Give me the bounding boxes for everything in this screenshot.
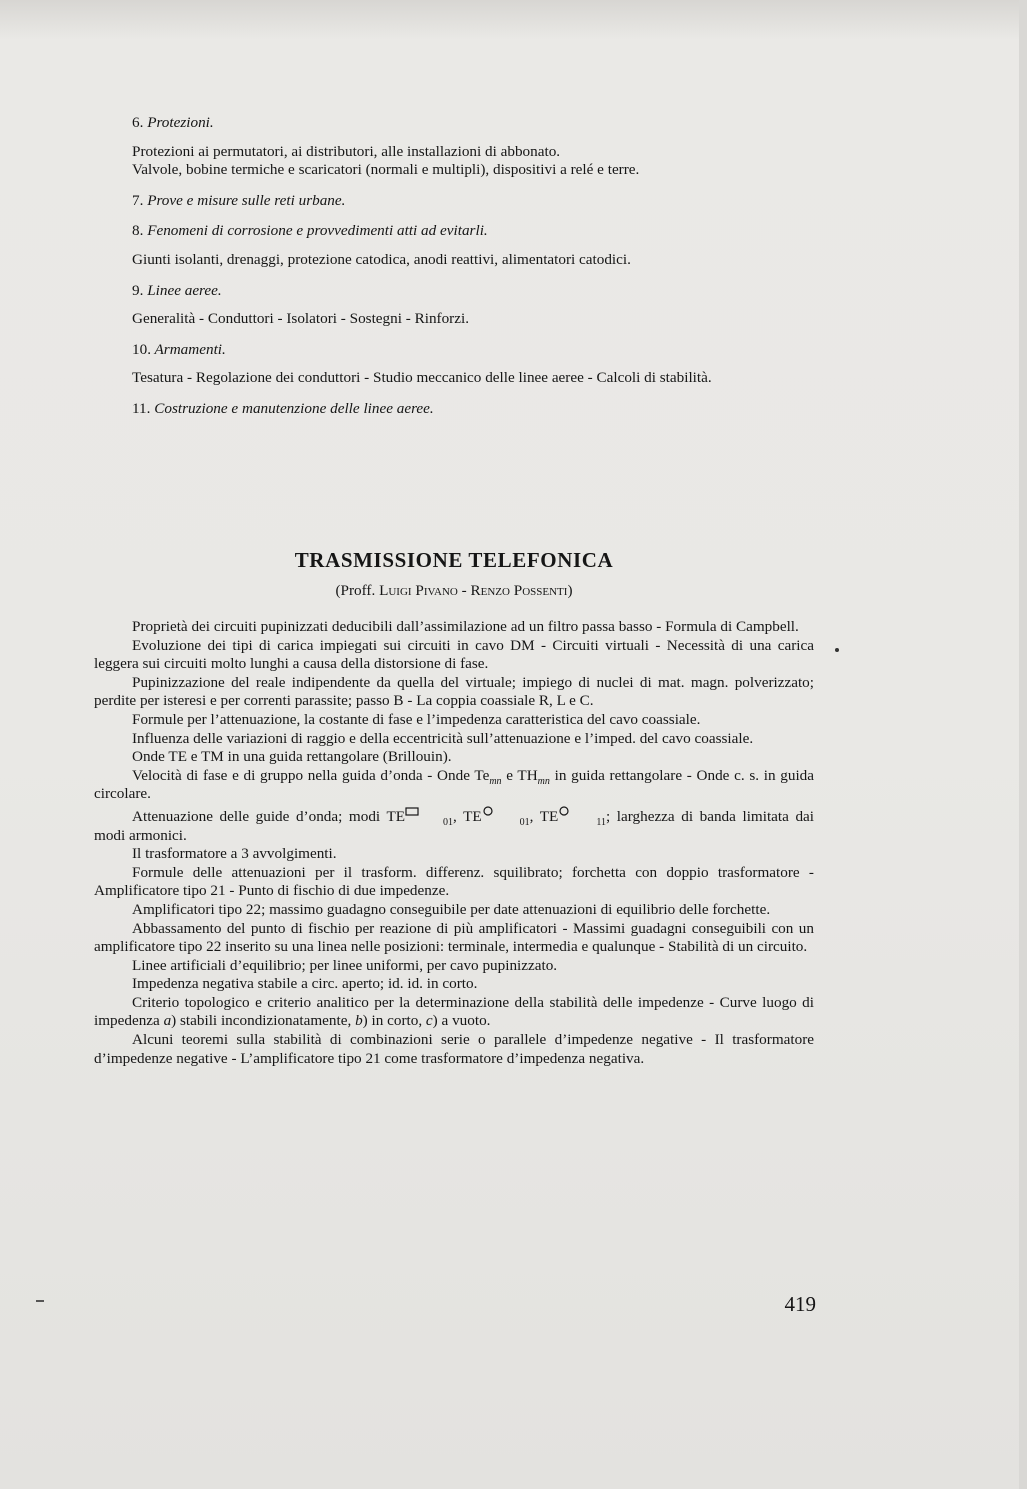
section-heading-11: 11. Costruzione e manutenzione delle linee aeree. (132, 399, 434, 417)
course-title: TRASMISSIONE TELEFONICA (294, 548, 614, 572)
margin-dot-mark (835, 648, 839, 652)
syllabus-paragraph: Formule delle attenuazioni per il trasform. differenz. squilibrato; forchetta con doppio trasformatore - Amplificatore tipo 21 - Punto di fischio di due impedenze. (94, 863, 814, 900)
page-number: 419 (784, 1292, 816, 1316)
syllabus-paragraph: Amplificatori tipo 22; massimo guadagno conseguibile per date attenuazioni di equilibrio delle forchette. (132, 900, 771, 918)
syllabus-paragraph: Il trasformatore a 3 avvolgimenti. (132, 845, 337, 863)
section-heading-7: 7. Prove e misure sulle reti urbane. (132, 191, 346, 209)
course-syllabus (94, 618, 814, 1068)
section-heading-8: 8. Fenomeni di corrosione e provvedimenti atti ad evitarli. (132, 222, 488, 240)
syllabus-paragraph: Abbassamento del punto di fischio per reazione di più amplificatori - Massimi guadagni conseguibili con un amplificatore tipo 22 inserito su una linea nelle posizioni: terminale, intermedia e qualunque - Stabilità di un circuito. (94, 919, 814, 956)
syllabus-top-section (94, 114, 814, 419)
section-8-paragraph-1: Giunti isolanti, drenaggi, protezione catodica, anodi reattivi, alimentatori catodici. (132, 250, 631, 268)
syllabus-paragraph: Pupinizzazione del reale indipendente da quella del virtuale; impiego di nuclei di mat. magn. polverizzato; perdite per isteresi e per correnti parassite; passo B - La coppia coassiale R, L e C. (94, 673, 814, 710)
section-10-paragraph-1: Tesatura - Regolazione dei conduttori - Studio meccanico delle linee aeree - Calcoli di stabilità. (132, 369, 712, 387)
section-6-paragraph-1: Protezioni ai permutatori, ai distributori, alle installazioni di abbonato. (132, 142, 561, 160)
criterio-paragraph: Criterio topologico e criterio analitico per la determinazione della stabilità delle impedenze - Curve luogo di impedenza a) stabili incondizionatamente, b) in corto, c) a vuoto. (94, 993, 814, 1030)
section-heading-6: 6. Protezioni. (132, 114, 214, 131)
syllabus-paragraph: Onde TE e TM in una guida rettangolare (Brillouin). (132, 748, 452, 766)
section-6-paragraph-2: Valvole, bobine termiche e scaricatori (normali e multipli), dispositivi a relé e terre. (132, 161, 640, 179)
section-heading-9: 9. Linee aeree. (132, 281, 222, 299)
margin-dash-mark (36, 1300, 44, 1302)
syllabus-paragraph: Evoluzione dei tipi di carica impiegati sui circuiti in cavo DM - Circuiti virtuali - Necessità di una carica leggera sui circuiti molto lunghi a causa della distorsione di fase. (94, 636, 814, 673)
syllabus-paragraph: Proprietà dei circuiti pupinizzati deducibili dall’assimilazione ad un filtro passa basso - Formula di Campbell. (132, 618, 799, 635)
syllabus-paragraph: Linee artificiali d’equilibrio; per linee uniformi, per cavo pupinizzato. (132, 956, 558, 974)
syllabus-paragraph: Formule per l’attenuazione, la costante di fase e l’impedenza caratteristica del cavo coassiale. (132, 710, 701, 728)
author-2: Renzo Possenti (470, 582, 568, 599)
velocity-paragraph: Velocità di fase e di gruppo nella guida d’onda - Onde $Te_{mn}$ e $TH_{mn}$ in guida rettangolare - Onde c. s. in guida circolare. (94, 766, 814, 803)
author-1: Luigi Pivano (379, 582, 458, 599)
course-authors: (Proff. Luigi Pivano - Renzo Possenti) (335, 582, 573, 599)
attenuation-paragraph: Attenuazione delle guide d’onda; modi TE 01, TE 01, TE 11; larghezza di banda limitata dai modi armonici. (94, 807, 814, 844)
syllabus-paragraph: Influenza delle variazioni di raggio e della eccentricità sull’attenuazione e l’imped. del cavo coassiale. (132, 729, 754, 747)
syllabus-paragraph: Alcuni teoremi sulla stabilità di combinazioni serie o parallele d’impedenze negative - Il trasformatore d’impedenze negative - L’amplificatore tipo 21 come trasformatore d’impedenza negativa. (94, 1031, 814, 1067)
section-heading-10: 10. Armamenti. (132, 340, 226, 358)
syllabus-paragraph: Impedenza negativa stabile a circ. aperto; id. id. in corto. (132, 975, 478, 993)
section-9-paragraph-1: Generalità - Conduttori - Isolatori - Sostegni - Rinforzi. (132, 310, 470, 328)
